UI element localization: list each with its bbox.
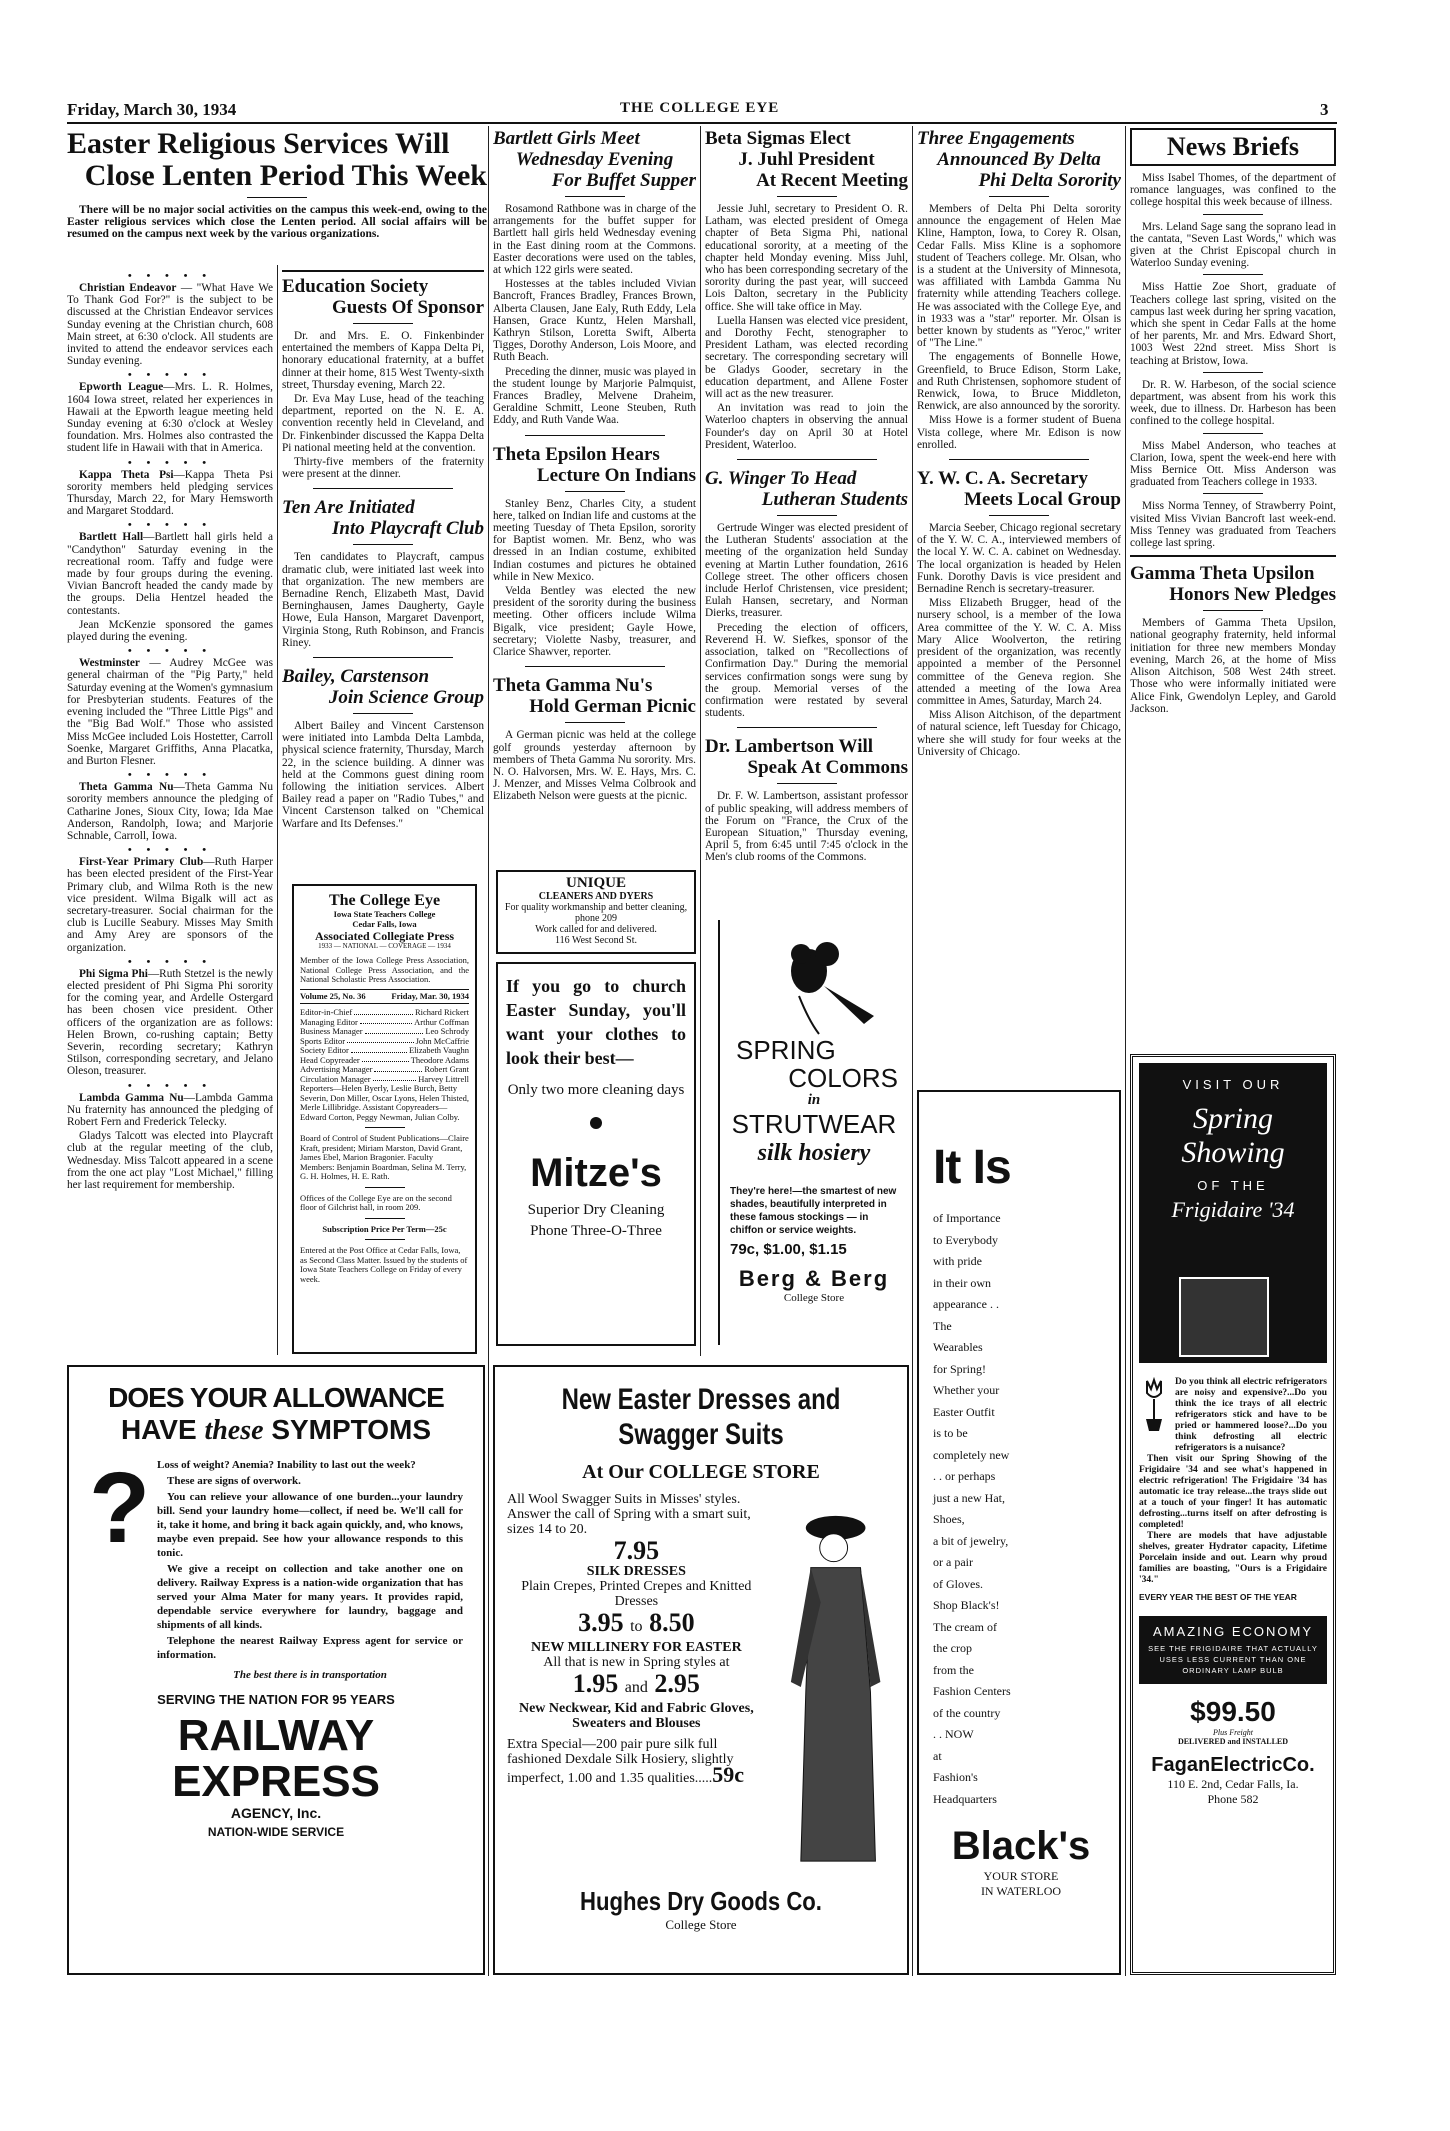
hughes-spring: All that is new in Spring styles at bbox=[543, 1655, 730, 1670]
column-rule bbox=[277, 265, 278, 1355]
staff-dots bbox=[373, 1075, 417, 1082]
blacks-name: Black's bbox=[951, 1824, 1091, 1868]
frig-economy-box bbox=[1139, 1616, 1327, 1684]
lead-headline-1: Easter Religious Services Will bbox=[67, 128, 450, 160]
hughes-neckwear: New Neckwear, Kid and Fabric Gloves, Sweaters and Blouses bbox=[518, 1701, 754, 1731]
article-paragraph: Members of Delta Phi Delta sorority announce the engagement of Helen Mae Kline, Hampton, Iowa, to Corey R. Olsan, Cedar Falls. Miss Kline is a sophomore student of Teachers college. Mr. Olsan, who is a student at the University of Minnesota, was affiliated with Lambda Gamma Nu fraternity while attending Teachers college. He was associated with the College Eye, and in 1933 was a "star" reporter. Mr. Olsan is better known by students as "Yeroc," writer of "The Line." bbox=[917, 203, 1121, 350]
staff-name: Theodore Adams bbox=[410, 1054, 469, 1065]
staff-role: Business Manager bbox=[300, 1026, 363, 1036]
staff-role: Circulation Manager bbox=[300, 1073, 371, 1084]
lead-item-text: —Mrs. L. R. Holmes, 1604 Iowa street, related her experiences in Hawaii at the Epworth league meeting held Sunday evening at 6:30 o'clock at Wesley foundation. Mrs. Holmes also contrasted the student life in Hawaii with that in America. bbox=[67, 381, 273, 455]
hughes-special: Extra Special—200 pair pure silk full fashioned Dexdale Silk Hosiery, slightly imperfect, 1.00 and 1.35 qualities..... bbox=[507, 1737, 734, 1786]
article-paragraph: Rosamond Rathbone was in charge of the arrangements for the buffet supper for Bartlett hall girls held Wednesday evening in the East dining room at the Commons. Easter decorations were used on the tables, at which 122 girls were seated. bbox=[493, 203, 696, 277]
railway-p: You can relieve your allowance of one burden...your laundry bill. Send your laundry home—collect, if need be. We'll call for it, take it home, and bring it back again quickly, and, who knows, maybe even prepaid. See how your allowance responds to this tonic. bbox=[157, 1491, 463, 1559]
volume-date: Friday, Mar. 30, 1934 bbox=[391, 990, 469, 1001]
gamma-headline: Gamma Theta Upsilon bbox=[1130, 563, 1315, 585]
woman-in-suit-illustration bbox=[766, 1492, 895, 1882]
hughes-headline-2: Swagger Suits bbox=[618, 1418, 784, 1451]
unique-line: For quality workmanship and better cleaning, phone 209 bbox=[504, 902, 688, 924]
blacks-line: just a new Hat, bbox=[933, 1490, 1005, 1505]
theta-epsilon-headline: Theta Epsilon Hears bbox=[493, 443, 660, 465]
lead-item-title: Christian Endeavor bbox=[79, 282, 177, 294]
berg-and-berg-ad bbox=[718, 920, 908, 1345]
blacks-line: Fashion's bbox=[933, 1770, 978, 1784]
frig-price-note: Plus Freight bbox=[1213, 1728, 1253, 1737]
mitzes-ad bbox=[496, 962, 696, 1346]
article-paragraph: Miss Howe is a former student of Buena Vista college, where Mr. Edison is now enrolled. bbox=[917, 414, 1121, 451]
fagan-electric-name: FaganElectricCo. bbox=[1151, 1754, 1315, 1776]
railway-agency: AGENCY, Inc. bbox=[230, 1805, 322, 1821]
article-paragraph: Hostesses at the tables included Vivian Bancroft, Frances Bradley, Frances Brown, Alberta Clausen, Jane Ealy, Ruth Eddy, Lela Hansen, Grace Kuntz, Helen Marshall, Kathryn Stilson, Loretta Swift, Alberta Tigges, Dorothy Anderson, Lois Moore, and Ruth Beach. bbox=[493, 278, 696, 364]
article-paragraph: Albert Bailey and Vincent Carstenson were initiated into Lambda Delta Lambda, physical science fraternity, Thursday, March 22, in the science building. A dinner was held at the Commons guest dining room following the initiation services. Albert Bailey read a paper on "Radio Tubes," and Vincent Carstenson talked on "Chemical Warfare and Its Defenses." bbox=[282, 720, 484, 830]
article-paragraph: Dr. Eva May Luse, head of the teaching department, reported on the N. E. A. convention recently held in Cleveland, and Dr. Finkenbinder discussed the Kappa Delta Pi national meeting held at the convention. bbox=[282, 393, 484, 454]
blacks-line: Shoes, bbox=[933, 1512, 965, 1526]
unique-name: UNIQUE bbox=[565, 875, 626, 891]
acp-years: 1933 — NATIONAL — COVERAGE — 1934 bbox=[318, 941, 451, 950]
birds-illustration bbox=[739, 926, 889, 1036]
blacks-line: Headquarters bbox=[933, 1791, 997, 1806]
blacks-line: of Importance bbox=[933, 1211, 1001, 1225]
dots-separator: • • • • • bbox=[127, 844, 213, 857]
gamma-headline-2: Honors New Pledges bbox=[1169, 584, 1336, 606]
subscription-price: Subscription Price Per Term—25c bbox=[322, 1223, 447, 1234]
tulip-icon bbox=[1139, 1377, 1169, 1432]
education-body bbox=[282, 330, 484, 480]
frig-spring: Spring bbox=[1192, 1102, 1273, 1135]
blacks-line: from the bbox=[933, 1662, 974, 1677]
berg-sub: College Store bbox=[783, 1292, 845, 1304]
article-paragraph: Dr. F. W. Lambertson, assistant professor of public speaking, will address members of the Forum on "France, the Crux of the European Situation," Thursday evening, April 5, from 6:45 until 7:45 o'clock in the Men's club rooms of the Commons. bbox=[705, 790, 908, 864]
lambertson-headline: Dr. Lambertson Will bbox=[705, 736, 874, 758]
staff-dots bbox=[351, 1046, 407, 1053]
article-paragraph: Miss Alison Aitchison, of the department of natural science, left Tuesday for Chicago, where she will study for four weeks at the University of Chicago. bbox=[917, 709, 1121, 758]
staff-name: Arthur Coffman bbox=[414, 1016, 469, 1027]
lead-item-text: —Lambda Gamma Nu fraternity has announced the pledging of Robert Fern and Frederick Telecky. bbox=[67, 1091, 273, 1128]
theta-gamma-body bbox=[493, 729, 696, 802]
lead-article-header bbox=[67, 128, 487, 268]
lead-item-text: — Audrey McGee was general chairman of the "Pig Party," held Saturday evening at the Women's gymnasium for Presbyterian students. Features of the evening included the "Three Little Pigs" and the "Big Bad Wolf." Those who assisted Miss McGee included Lois Hostetter, Carroll Soenke, Margaret Griffiths, Anna Placatka, and Burton Flesner. bbox=[67, 657, 273, 767]
lead-item bbox=[67, 531, 273, 616]
column-rule bbox=[700, 126, 701, 1356]
staff-name: Harvey Littrell bbox=[418, 1073, 469, 1084]
lead-item-title: First-Year Primary Club bbox=[79, 856, 204, 869]
news-brief: Mrs. Leland Sage sang the soprano lead in the cantata, "Seven Last Words," which was given at the Christ Episcopal church in Waterloo Sunday evening. bbox=[1130, 220, 1336, 270]
berg-strutwear: STRUTWEAR bbox=[731, 1109, 897, 1139]
blacks-line: of Gloves. bbox=[933, 1576, 983, 1591]
column-6-articles bbox=[1130, 128, 1336, 1048]
frig-economy-sub: SEE THE FRIGIDAIRE THAT ACTUALLY USES LESS CURRENT THAN ONE ORDINARY LAMP BULB bbox=[1148, 1644, 1318, 1675]
frig-delivered: DELIVERED and INSTALLED bbox=[1177, 1737, 1289, 1746]
winger-headline-2: Lutheran Students bbox=[761, 489, 908, 511]
hughes-special-price: 59c bbox=[712, 1762, 745, 1787]
header-rule bbox=[67, 122, 1337, 124]
berg-silk-hosiery: silk hosiery bbox=[757, 1140, 871, 1166]
news-brief: Miss Isabel Thomes, of the department of romance languages, was confined to the college hospital this week because of illness. bbox=[1130, 172, 1336, 209]
lead-item bbox=[67, 282, 273, 367]
unique-address: 116 West Second St. bbox=[555, 935, 637, 946]
lead-item-text: — "What Have We To Thank God For?" is the subject to be discussed at the Christian Endeavor services Sunday evening at the Christian church, 608 Main street, at 6:30 o'clock. All students are invited to attend the endeavor services each Sunday evening. bbox=[67, 282, 273, 368]
staff-name: Richard Rickert bbox=[414, 1007, 469, 1017]
railway-tagline: The best there is in transportation bbox=[233, 1669, 387, 1681]
blacks-line: Whether your bbox=[933, 1383, 1000, 1397]
hughes-dry-goods-ad bbox=[493, 1365, 909, 1975]
gamma-body bbox=[1130, 617, 1336, 715]
dots-separator: • • • • • bbox=[127, 955, 213, 968]
blacks-copy bbox=[933, 1208, 1109, 1810]
frig-brand: Frigidaire '34 bbox=[1171, 1197, 1295, 1222]
blacks-line: the crop bbox=[933, 1641, 972, 1655]
staff-name: John McCaffrie bbox=[415, 1035, 469, 1046]
blacks-line: for Spring! bbox=[933, 1361, 986, 1376]
hughes-copy bbox=[507, 1492, 766, 1882]
railway-p: Loss of weight? Anemia? Inability to last out the week? bbox=[157, 1459, 416, 1471]
dots-separator: • • • • • bbox=[127, 456, 213, 469]
beta-headline-3: At Recent Meeting bbox=[756, 170, 908, 191]
article-paragraph: Members of Gamma Theta Upsilon, national geography fraternity, held informal initiation for three new members Monday evening, March 26, at the home of Miss Alison Aitchison, 508 West 24th street. Those who were informally initiated were Alice Fink, Gwendolyn Lepley, and Garold Jackson. bbox=[1130, 617, 1336, 715]
lambertson-body bbox=[705, 790, 908, 863]
beta-headline-2: J. Juhl President bbox=[738, 149, 875, 170]
staff-dots bbox=[374, 1065, 422, 1072]
lead-item-extra: Jean McKenzie sponsored the games played during the evening. bbox=[67, 618, 273, 644]
article-paragraph: Stanley Benz, Charles City, a student here, talked on Indian life and customs at the meeting Tuesday of Theta Epsilon, sorority for Baptist women. Mr. Benz, who was dressed in an Indian costume, exhibited Indian costumes and pictures he obtained while in New Mexico. bbox=[493, 497, 696, 583]
frig-body-3: There are models that have adjustable shelves, greater Hydrator capacity, Lifetime Porcelain inside and out. Learn why proud families are boasting, "Ours is a Frigidaire '34." bbox=[1139, 1531, 1327, 1585]
frig-of-the: OF THE bbox=[1197, 1178, 1269, 1193]
blacks-line: with pride bbox=[933, 1254, 982, 1268]
bartlett-body bbox=[493, 203, 696, 427]
railway-headline-symptoms: SYMPTOMS bbox=[271, 1414, 432, 1445]
article-paragraph: Miss Elizabeth Brugger, head of the nursery school, is a member of the Iowa Area committee of the Y. W. C. A. Miss Mary Alice Woolverton, the retiring president of the organization, was recently appointed a member of the Personnel committee of the Geneva region. She attended a meeting of the Iowa Area committee in Ames, Saturday, March 24. bbox=[917, 597, 1121, 707]
staff-role: Editor-in-Chief bbox=[300, 1007, 353, 1017]
blacks-line: The cream of bbox=[933, 1619, 997, 1634]
lead-item-title: Epworth League bbox=[79, 381, 164, 394]
hughes-crepes: Plain Crepes, Printed Crepes and Knitted Dresses bbox=[521, 1579, 752, 1609]
article-paragraph: Marcia Seeber, Chicago regional secretary of the Y. W. C. A., interviewed members of the local Y. W. C. A. cabinet on Wednesday. The local organization is headed by Helen Funk. Dorothy Davis is vice president and Bernadine Rench is secretary-treasurer. bbox=[917, 522, 1121, 596]
lead-item bbox=[67, 469, 273, 518]
mitzes-line: Superior Dry Cleaning bbox=[527, 1202, 665, 1218]
blacks-line: Easter Outfit bbox=[933, 1404, 995, 1419]
blacks-headline: It Is bbox=[933, 1141, 1011, 1194]
news-brief: Miss Hattie Zoe Short, graduate of Teachers college last spring, visited on the campus last week during her spring vacation, which she spent in Cedar Falls at the home of her parents, Mr. and Mrs. Edward Short, 1003 West 22nd street. Miss Short is teaching at Bristow, Iowa. bbox=[1130, 281, 1336, 367]
dots-separator: • • • • • bbox=[127, 769, 213, 782]
lead-item-extra: Gladys Talcott was elected into Playcraft club at the regular meeting of the club, Wednesday. Miss Talcott appeared in a scene from the one act play "Lost Michael," filling her last requirement for membership. bbox=[67, 1130, 273, 1191]
hughes-sub: College Store bbox=[665, 1917, 737, 1932]
news-brief: Dr. R. W. Harbeson, of the social science department, was absent from his work this week, due to illness. Dr. Harbeson has been confined to the college hospital. bbox=[1130, 378, 1336, 428]
masthead-member: Member of the Iowa College Press Association, National College Press Association, and the National Scholastic Press Association. bbox=[300, 955, 469, 984]
berg-colors: COLORS bbox=[788, 1063, 898, 1093]
theta-epsilon-body bbox=[493, 498, 696, 659]
engagements-headline-3: Phi Delta Sorority bbox=[978, 170, 1121, 191]
blacks-line: completely new bbox=[933, 1447, 1010, 1462]
hughes-suits: All Wool Swagger Suits in Misses' styles. Answer the call of Spring with a smart suit, sizes 14 to 20. bbox=[507, 1492, 751, 1537]
bullet-dot bbox=[590, 1117, 602, 1129]
dots-separator: • • • • • bbox=[127, 1079, 213, 1092]
lead-headline-2: Close Lenten Period This Week bbox=[84, 159, 487, 192]
frig-price: $99.50 bbox=[1190, 1696, 1276, 1727]
theta-gamma-headline: Theta Gamma Nu's bbox=[493, 675, 653, 697]
staff-dots bbox=[365, 1027, 424, 1034]
railway-body bbox=[157, 1458, 463, 1682]
hughes-price-2b: 8.50 bbox=[649, 1608, 695, 1637]
berg-spring: SPRING bbox=[736, 1035, 836, 1065]
playcraft-headline-2: Into Playcraft Club bbox=[331, 518, 484, 540]
blacks-line: Wearables bbox=[933, 1340, 983, 1354]
article-paragraph: The engagements of Bonnelle Howe, Greenfield, to Bruce Edison, Storm Lake, and Ruth Christensen, sophomore student of Renwick, Iowa, to Bruce Middleton, Renwick, are also announced by the sorority. bbox=[917, 351, 1121, 413]
hughes-price-2a: 3.95 bbox=[578, 1608, 624, 1637]
article-paragraph: A German picnic was held at the college golf grounds yesterday afternoon by members of Theta Gamma Nu sorority. Mrs. N. O. Halvorsen, Mrs. W. E. Hays, Mrs. C. J. Menzer, and Misses Velma Colbrook and Elizabeth Nelson were guests at the picnic. bbox=[493, 729, 696, 803]
column-rule bbox=[912, 126, 913, 1976]
article-paragraph: Preceding the dinner, music was played in the student lounge by Marjorie Palmquist, Frances Bradley, Melvene Draheim, Geraldine Schmitt, Leone Steuben, Ruth Eddy, and Ruth Vande Waa. bbox=[493, 365, 696, 427]
railway-serving: SERVING THE NATION FOR 95 YEARS bbox=[157, 1692, 395, 1707]
dots-separator: • • • • • bbox=[127, 270, 213, 282]
berg-name: Berg & Berg bbox=[738, 1266, 890, 1291]
masthead-college: Iowa State Teachers College bbox=[333, 909, 436, 919]
frig-economy: AMAZING ECONOMY bbox=[1152, 1624, 1313, 1639]
mitzes-name: Mitze's bbox=[530, 1151, 662, 1195]
news-briefs-list bbox=[1130, 172, 1336, 549]
staff-dots bbox=[362, 1056, 409, 1063]
staff-dots bbox=[354, 1008, 413, 1015]
bartlett-headline: Bartlett Girls Meet bbox=[493, 128, 640, 149]
issue-date: Friday, March 30, 1934 bbox=[67, 100, 237, 119]
blacks-line: in their own bbox=[933, 1275, 991, 1290]
staff-name: Robert Grant bbox=[424, 1064, 469, 1074]
blacks-line: is to be bbox=[933, 1426, 968, 1440]
blacks-line: to Everybody bbox=[933, 1232, 998, 1247]
staff-role: Society Editor bbox=[300, 1045, 349, 1055]
frig-slogan: EVERY YEAR THE BEST OF THE YEAR bbox=[1139, 1592, 1297, 1602]
blacks-line: . . NOW bbox=[933, 1727, 974, 1741]
staff-role: Sports Editor bbox=[300, 1035, 346, 1046]
lead-item bbox=[67, 1092, 273, 1129]
blacks-line: a bit of jewelry, bbox=[933, 1533, 1009, 1548]
bartlett-headline-2: Wednesday Evening bbox=[515, 149, 674, 170]
hughes-millinery: NEW MILLINERY FOR EASTER bbox=[530, 1640, 742, 1655]
board-of-control: Board of Control of Student Publications—Claire Kraft, president; Miriam Marston, David Grant, James Ebel, Marion Bragonier. Faculty Members: Benjamin Boardman, Selina M. Terry, G. H. Holmes, H. E. Rath. bbox=[300, 1133, 469, 1181]
masthead-city: Cedar Falls, Iowa bbox=[352, 918, 417, 929]
staff-list bbox=[300, 1008, 469, 1084]
blacks-line: or a pair bbox=[933, 1555, 973, 1569]
article-paragraph: Velda Bentley was elected the new president of the sorority during the business meeting. Other officers include Wilma Bigalk, vice president; Gayle Howe, secretary; Violette Nasby, treasurer, and Clarice Shawver, reporter. bbox=[493, 585, 696, 659]
blacks-ad bbox=[917, 1090, 1121, 1975]
education-headline: Education Society bbox=[282, 276, 429, 297]
railway-name-2: EXPRESS bbox=[172, 1757, 380, 1806]
news-brief: Miss Mabel Anderson, who teaches at Clarion, Iowa, spent the week-end here with Miss Bernice Ott. Miss Anderson was graduated from Teachers college in 1933. bbox=[1130, 439, 1336, 489]
frig-showing: Showing bbox=[1181, 1136, 1285, 1169]
berg-body: They're here!—the smartest of new shades, beautifully interpreted in these famous stockings — in chiffon or service weights. bbox=[730, 1186, 897, 1236]
lead-item-text: —Kappa Theta Psi sorority members held pledging services Thursday, March 22, for Mary Hemsworth and Margaret Stoddard. bbox=[67, 468, 273, 518]
lead-item-text: —Ruth Stetzel is the newly elected president of Phi Sigma Phi sorority for the coming year, and Ardelle Ostergard has been chosen vice president. Other officers of the organization are as follows: Helen Brown, co-rushing captain; Betty Severin, recording secretary; Kathryn Stilson, corresponding secretary, and Jelano Oleson, treasurer. bbox=[67, 967, 273, 1078]
paper-name: THE COLLEGE EYE bbox=[620, 100, 780, 116]
beta-body bbox=[705, 203, 908, 451]
unique-cleaners-ad bbox=[496, 870, 696, 954]
lead-item-title: Theta Gamma Nu bbox=[79, 781, 174, 794]
railway-p: These are signs of overwork. bbox=[167, 1475, 301, 1487]
hughes-headline-1: New Easter Dresses and bbox=[561, 1383, 841, 1416]
dots-separator: • • • • • bbox=[127, 645, 213, 658]
fagan-address: 110 E. 2nd, Cedar Falls, Ia. bbox=[1167, 1777, 1299, 1791]
frigidaire-banner bbox=[1139, 1063, 1327, 1363]
blacks-line: Shop Black's! bbox=[933, 1598, 1000, 1612]
staff-name: Leo Schrody bbox=[425, 1026, 469, 1036]
article-paragraph: Luella Hansen was elected vice president, and Dorothy Fecht, stenographer to President Latham, was elected recording secretary. The corresponding secretary will be Gladys Gooder, secretary in the education department, and Allene Foster will act as the new treasurer. bbox=[705, 314, 908, 401]
refrigerator-illustration bbox=[1179, 1277, 1269, 1357]
hughes-price-1: 7.95 bbox=[613, 1536, 660, 1565]
reporters: Reporters—Helen Byerly, Leslie Burch, Betty Severin, Don Miller, Oscar Lyons, Helen Thisted, Merle Lillibridge. Assistant Copyreaders—Edward Corton, Peggy Newman, Julian Colby. bbox=[300, 1083, 469, 1122]
staff-dots bbox=[360, 1018, 412, 1025]
railway-headline: DOES YOUR ALLOWANCE bbox=[108, 1382, 444, 1413]
winger-headline: G. Winger To Head bbox=[705, 468, 857, 490]
lead-item-title: Kappa Theta Psi bbox=[79, 468, 174, 481]
news-brief: Miss Norma Tenney, of Strawberry Point, visited Miss Vivian Bancroft last week-end. Miss Tenney was graduated from Teachers college last spring. bbox=[1130, 500, 1336, 550]
column-rule bbox=[488, 126, 489, 1976]
lead-intro: There will be no major social activities on the campus this week-end, owing to the Easter religious services which close the Lenten period. All social affairs will be resumed on the campus next week by the various organizations. bbox=[67, 204, 487, 241]
lead-item-title: Westminster bbox=[79, 657, 140, 670]
acp-logo: Associated Collegiate Press bbox=[314, 929, 455, 943]
lead-item-text: —Ruth Harper has been elected president of the First-Year Primary club, and Wilma Roth is the new vice president. Wilma Bigalk will act as secretary-treasurer. Social chairman for the club is Lucille Seabury. Misses May Smith and Amy Arey are sponsors of the organization. bbox=[67, 856, 273, 954]
entered-notice: Entered at the Post Office at Cedar Falls, Iowa, as Second Class Matter. Issued by the students of Iowa State Teachers College on Friday of every week. bbox=[300, 1245, 468, 1284]
engagements-body bbox=[917, 203, 1121, 451]
column-4-articles bbox=[705, 128, 908, 866]
railway-body-row bbox=[89, 1452, 463, 1682]
staff-name: Elizabeth Vaughn bbox=[408, 1045, 469, 1055]
column-2-articles bbox=[282, 270, 484, 870]
engagements-headline: Three Engagements bbox=[917, 128, 1075, 149]
railway-p: Telephone the nearest Railway Express agent for service or information. bbox=[157, 1635, 463, 1661]
blacks-line: . . or perhaps bbox=[933, 1469, 996, 1483]
bailey-headline: Bailey, Carstenson bbox=[282, 666, 430, 688]
blacks-line: The bbox=[933, 1318, 952, 1333]
divider bbox=[1203, 274, 1263, 275]
ywca-body bbox=[917, 522, 1121, 758]
lead-item-title: Lambda Gamma Nu bbox=[79, 1091, 184, 1104]
berg-in: in bbox=[807, 1092, 821, 1108]
lead-item-text: —Bartlett hall girls held a "Candython" Saturday evening in the recreational room. Taffy and fudge were made by four groups during the evening. Vivian Bancroft headed the candy made by the groups. Delia Hentzel headed the contestants. bbox=[67, 531, 273, 617]
frigidaire-ad bbox=[1130, 1054, 1336, 1975]
hughes-name: Hughes Dry Goods Co. bbox=[580, 1886, 822, 1916]
ywca-headline: Y. W. C. A. Secretary bbox=[917, 468, 1088, 490]
hughes-price-3a: 1.95 bbox=[572, 1669, 619, 1698]
masthead-box bbox=[292, 884, 477, 1354]
railway-nationwide: NATION-WIDE SERVICE bbox=[207, 1825, 345, 1839]
theta-gamma-headline-2: Hold German Picnic bbox=[529, 696, 696, 718]
to-word: to bbox=[630, 1618, 643, 1635]
lead-item bbox=[67, 381, 273, 454]
bailey-headline-2: Join Science Group bbox=[328, 687, 484, 709]
mitzes-phone: Phone Three-O-Three bbox=[530, 1223, 662, 1239]
railway-headline-have: HAVE bbox=[120, 1414, 197, 1445]
bartlett-headline-3: For Buffet Supper bbox=[551, 170, 696, 191]
winger-body bbox=[705, 522, 908, 719]
hughes-silk: SILK DRESSES bbox=[586, 1564, 686, 1579]
staff-role: Managing Editor bbox=[300, 1016, 358, 1027]
lead-item bbox=[67, 968, 273, 1078]
mitzes-headline: If you go to church Easter Sunday, you'll want your clothes to look their best— bbox=[506, 976, 686, 1068]
playcraft-body bbox=[282, 551, 484, 649]
dots-separator: • • • • • bbox=[127, 519, 213, 532]
news-briefs-title: News Briefs bbox=[1130, 128, 1336, 166]
divider bbox=[1203, 372, 1263, 373]
railway-p: We give a receipt on collection and take another one on delivery. Railway Express is a nation-wide organization that has served your Alma Mater for many years. It provides rapid, dependable service everywhere for laundry, baggage and shipments of all kinds. bbox=[157, 1563, 463, 1631]
article-paragraph: Jessie Juhl, secretary to President O. R. Latham, was elected president of Omega chapter of Beta Sigma Phi, national educational sorority, at a meeting of the chapter held Monday evening. Miss Juhl, who has been corresponding secretary of the sorority during the past year, will succeed Lois Dalton, secretary in the Publicity office. She will take office in May. bbox=[705, 203, 908, 313]
theta-epsilon-headline-2: Lecture On Indians bbox=[536, 464, 696, 486]
lead-item bbox=[67, 657, 273, 767]
masthead-title: The College Eye bbox=[328, 892, 441, 909]
lambertson-headline-2: Speak At Commons bbox=[747, 757, 908, 779]
education-headline-2: Guests Of Sponsor bbox=[331, 297, 484, 318]
mitzes-sub: Only two more cleaning days bbox=[507, 1082, 685, 1098]
article-paragraph: Dr. and Mrs. E. O. Finkenbinder entertained the members of Kappa Delta Pi, honorary educational fraternity, at a buffet dinner at their home, 815 West Twenty-sixth street, Thursday evening, March 22. bbox=[282, 330, 484, 391]
frig-body-2: Then visit our Spring Showing of the Frigidaire '34 and see what's happened in electric refrigeration! The Frigidaire '34 has automatic ice tray release...the trays slide out at a touch of your finger! It has automatic defrosting...turns itself on after defrosting is completed! bbox=[1139, 1454, 1327, 1530]
blacks-line: IN WATERLOO bbox=[980, 1884, 1062, 1898]
question-mark-graphic: ? bbox=[89, 1452, 151, 1564]
hughes-price-3b: 2.95 bbox=[654, 1669, 700, 1698]
lead-item-title: Bartlett Hall bbox=[79, 531, 144, 544]
railway-express-ad bbox=[67, 1365, 485, 1975]
article-paragraph: Preceding the election of officers, Reverend H. W. Siefkes, sponsor of the association, talked on "Recollections of Confirmation Day." During the memorial services confirmation songs were sung by the group. Memorial verses of the confirmation were restated by several students. bbox=[705, 621, 908, 720]
divider bbox=[1203, 214, 1263, 215]
lead-article-items bbox=[67, 270, 273, 1355]
and-word: and bbox=[624, 1679, 648, 1696]
lead-item-text: —Theta Gamma Nu sorority members announce the pledging of Catharine Jones, Sioux City, Iowa; Ida Mae Anderson, Randolph, Iowa; and Marjorie Schnable, Carroll, Iowa. bbox=[67, 781, 273, 842]
bailey-body bbox=[282, 720, 484, 830]
lead-item-title: Phi Sigma Phi bbox=[79, 967, 148, 980]
staff-role: Head Copyreader bbox=[300, 1054, 360, 1065]
article-paragraph: Gertrude Winger was elected president of the Lutheran Students' association at the meeting of the organization held Sunday evening at Martin Luther foundation, 2616 College street. The other officers chosen include Herlof Christensen, vice president; Eulah Hansen, secretary, and Norman Dierks, treasurer. bbox=[705, 522, 908, 620]
blacks-line: Fashion Centers bbox=[933, 1684, 1011, 1698]
ywca-headline-2: Meets Local Group bbox=[964, 489, 1121, 511]
blacks-line: of the country bbox=[933, 1705, 1001, 1720]
frig-visit: VISIT OUR bbox=[1182, 1077, 1284, 1092]
column-3-articles bbox=[493, 128, 696, 866]
staff-role: Advertising Manager bbox=[300, 1064, 373, 1074]
fagan-phone: Phone 582 bbox=[1207, 1792, 1259, 1806]
unique-sub: CLEANERS AND DYERS bbox=[538, 891, 654, 902]
column-rule bbox=[1125, 126, 1126, 1976]
unique-line: Work called for and delivered. bbox=[535, 924, 657, 935]
beta-headline: Beta Sigmas Elect bbox=[705, 128, 851, 149]
article-paragraph: Ten candidates to Playcraft, campus dramatic club, were initiated last week into that organization. The new members are Bernadine Rench, Elizabeth Mast, David Berninghausen, James Daugherty, Gayle Howe, Eula Hanson, Margaret Davenport, Virginia Stong, Ruth Robinson, and Francis Riney. bbox=[282, 551, 484, 649]
article-paragraph: Thirty-five members of the fraternity were present at the dinner. bbox=[282, 456, 484, 481]
playcraft-headline: Ten Are Initiated bbox=[282, 497, 415, 519]
blacks-line: YOUR STORE bbox=[983, 1869, 1059, 1883]
lead-item bbox=[67, 856, 273, 954]
column-5-articles bbox=[917, 128, 1121, 1068]
lead-item bbox=[67, 781, 273, 842]
frig-body-1: Do you think all electric refrigerators are noisy and expensive?...Do you think the ice trays of all electric refrigerators stick and have to be pried or hammered loose?...Do you think defrosting all electric refrigerators is a nuisance? bbox=[1175, 1377, 1327, 1453]
staff-dots bbox=[347, 1037, 413, 1044]
engagements-headline-2: Announced By Delta bbox=[937, 149, 1101, 170]
offices: Offices of the College Eye are on the second floor of Gilchrist hall, in room 209. bbox=[300, 1192, 452, 1212]
blacks-line: at bbox=[933, 1748, 942, 1763]
railway-name-1: RAILWAY bbox=[177, 1711, 375, 1760]
dots-separator: • • • • • bbox=[127, 369, 213, 382]
divider bbox=[1203, 493, 1263, 494]
hughes-headline-3: At Our COLLEGE STORE bbox=[582, 1461, 820, 1483]
volume-number: Volume 25, No. 36 bbox=[300, 990, 366, 1001]
page-number: 3 bbox=[1320, 100, 1329, 119]
article-paragraph: An invitation was read to join the Waterloo chapters in observing the annual Founder's day on April 30 at Hotel President, Waterloo. bbox=[705, 402, 908, 451]
blacks-line: appearance . . bbox=[933, 1297, 999, 1311]
divider bbox=[1203, 433, 1263, 434]
railway-headline-these: these bbox=[204, 1415, 264, 1446]
berg-prices: 79c, $1.00, $1.15 bbox=[730, 1241, 847, 1258]
